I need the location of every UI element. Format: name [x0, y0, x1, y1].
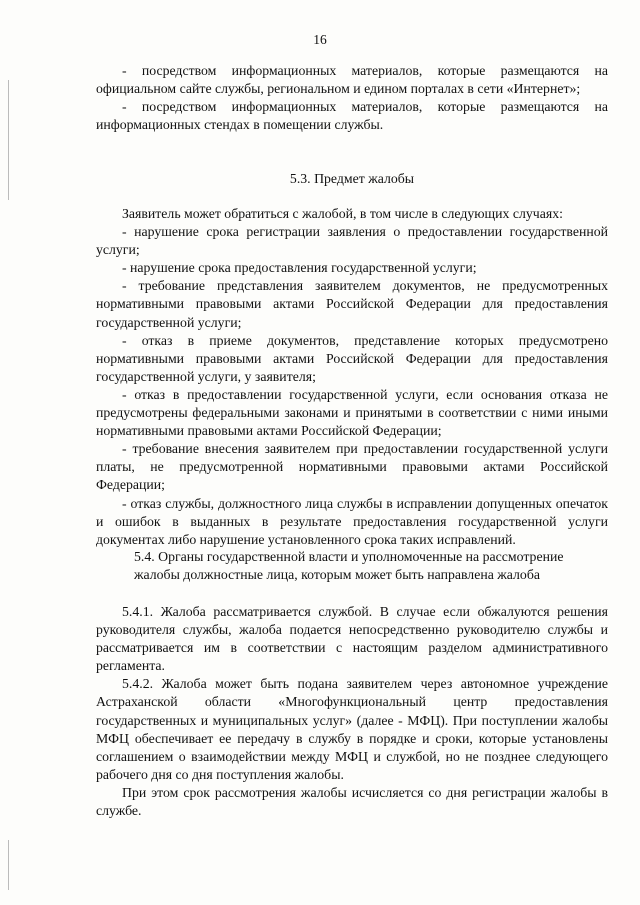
complaint-case-item: - отказ в приеме документов, представление которых предусмотрено нормативными правовыми актами Российской Федерации для предоставления государственной услуги, у заявителя;	[96, 332, 608, 384]
section-5-3-lead: Заявитель может обратиться с жалобой, в том числе в следующих случаях:	[122, 206, 563, 221]
section-5-4-title-line: 5.4. Органы государственной власти и уполномоченные на рассмотрение	[134, 549, 564, 564]
intro-item: - посредством информационных материалов, которые размещаются на официальном сайте службы, региональном и едином порталах в сети «Интернет»;	[96, 63, 608, 97]
section-5-4-title	[96, 548, 608, 584]
scan-margin-mark	[8, 80, 9, 200]
complaint-case-item: - нарушение срока предоставления государственной услуги;	[122, 260, 477, 276]
page-number: 16	[313, 32, 327, 47]
section-5-4-1-paragraph: 5.4.1. Жалоба рассматривается службой. В случае если обжалуются решения руководителя службы, жалоба подается непосредственно руководителю службы и рассматривается им в соответствии с настоящим разделом административного регламента.	[96, 604, 608, 674]
complaint-case-item: - нарушение срока регистрации заявления о предоставлении государственной услуги;	[96, 224, 608, 258]
section-5-3-body	[96, 205, 608, 549]
intro-list	[96, 62, 608, 134]
section-5-4-body	[96, 603, 608, 820]
section-5-3-title: 5.3. Предмет жалобы	[289, 171, 415, 186]
review-term-paragraph: При этом срок рассмотрения жалобы исчисляется со дня регистрации жалобы в службе.	[96, 784, 608, 819]
section-5-4-2-paragraph: 5.4.2. Жалоба может быть подана заявителем через автономное учреждение Астраханской области «Многофункциональный центр предоставления государственных и муниципальных услуг» (далее - МФЦ). При поступлении жалобы МФЦ обеспечивает ее передачу в службу в порядке и сроки, которые установлены соглашением о взаимодействии между МФЦ и службой, но не позднее следующего рабочего дня со дня поступления жалобы.	[96, 676, 608, 782]
intro-item: - посредством информационных материалов, которые размещаются на информационных стендах в помещении службы.	[96, 99, 608, 133]
complaint-case-item: - требование внесения заявителем при предоставлении государственной услуги платы, не предусмотренной нормативными правовыми актами Российской Федерации;	[96, 441, 608, 493]
complaint-case-item: - отказ в предоставлении государственной услуги, если основания отказа не предусмотрены федеральными законами и принятыми в соответствии с ними иными нормативными правовыми актами Российской Федерации;	[96, 386, 608, 439]
complaint-case-item: - требование представления заявителем документов, не предусмотренных нормативными правовыми актами Российской Федерации для предоставления государственной услуги;	[96, 278, 608, 330]
complaint-case-item: - отказ службы, должностного лица службы в исправлении допущенных опечаток и ошибок в выданных в результате предоставления государственной услуги документах либо нарушение установленного срока таких исправлений.	[96, 495, 608, 547]
section-5-4-title-line: жалобы должностные лица, которым может быть направлена жалоба	[134, 567, 540, 582]
scan-margin-mark	[8, 840, 9, 890]
